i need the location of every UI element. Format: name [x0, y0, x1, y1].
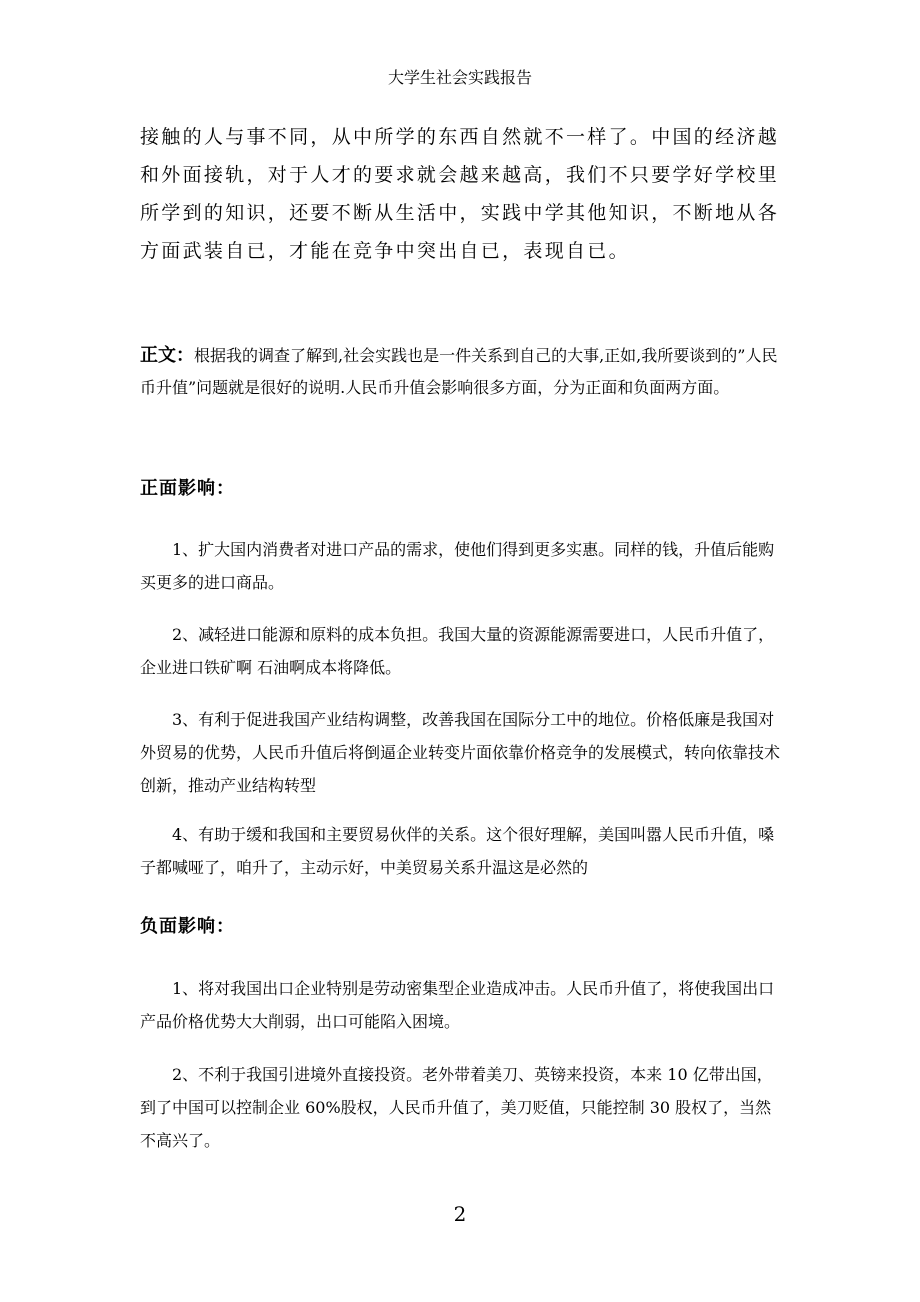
- main-text-paragraph: [140, 340, 780, 404]
- negative-item-1: 1、将对我国出口企业特别是劳动密集型企业造成冲击。人民币升值了，将使我国出口产品价格优势大大削弱，出口可能陷入困境。: [140, 979, 775, 1031]
- negative-impact-heading: 负面影响：: [140, 916, 235, 937]
- positive-item-1: 1、扩大国内消费者对进口产品的需求，使他们得到更多实惠。同样的钱，升值后能购买更多的进口商品。: [140, 540, 775, 592]
- page-header-title: 大学生社会实践报告: [387, 68, 532, 87]
- positive-item-3: 3、有利于促进我国产业结构调整，改善我国在国际分工中的地位。价格低廉是我国对外贸易的优势，人民币升值后将倒逼企业转变片面依靠价格竞争的发展模式，转向依靠技术创新，推动产业结构转型: [140, 710, 781, 795]
- intro-paragraph: 接触的人与事不同，从中所学的东西自然就不一样了。中国的经济越和外面接轨，对于人才的要求就会越来越高，我们不只要学好学校里所学到的知识，还要不断从生活中，实践中学其他知识，不断地从各方面武装自已，才能在竞争中突出自已，表现自已。: [140, 126, 780, 262]
- positive-item-4: 4、有助于缓和我国和主要贸易伙伴的关系。这个很好理解，美国叫嚣人民币升值，嗓子都喊哑了，咱升了，主动示好，中美贸易关系升温这是必然的: [140, 825, 775, 877]
- main-text-label: 正文：: [140, 345, 194, 366]
- negative-item-2: 2、不利于我国引进境外直接投资。老外带着美刀、英镑来投资，本来 10 亿带出国，到了中国可以控制企业 60%股权，人民币升值了，美刀贬值，只能控制 30 股权了，当然不高兴了。: [140, 1065, 773, 1150]
- main-text-body: 根据我的调查了解到,社会实践也是一件关系到自己的大事,正如,我所要谈到的”人民币升值”问题就是很好的说明.人民币升值会影响很多方面，分为正面和负面两方面。: [140, 346, 778, 397]
- positive-item-2: 2、减轻进口能源和原料的成本负担。我国大量的资源能源需要进口，人民币升值了，企业进口铁矿啊 石油啊成本将降低。: [140, 625, 775, 677]
- positive-impact-heading: 正面影响：: [140, 478, 235, 499]
- page-number: 2: [453, 1202, 467, 1226]
